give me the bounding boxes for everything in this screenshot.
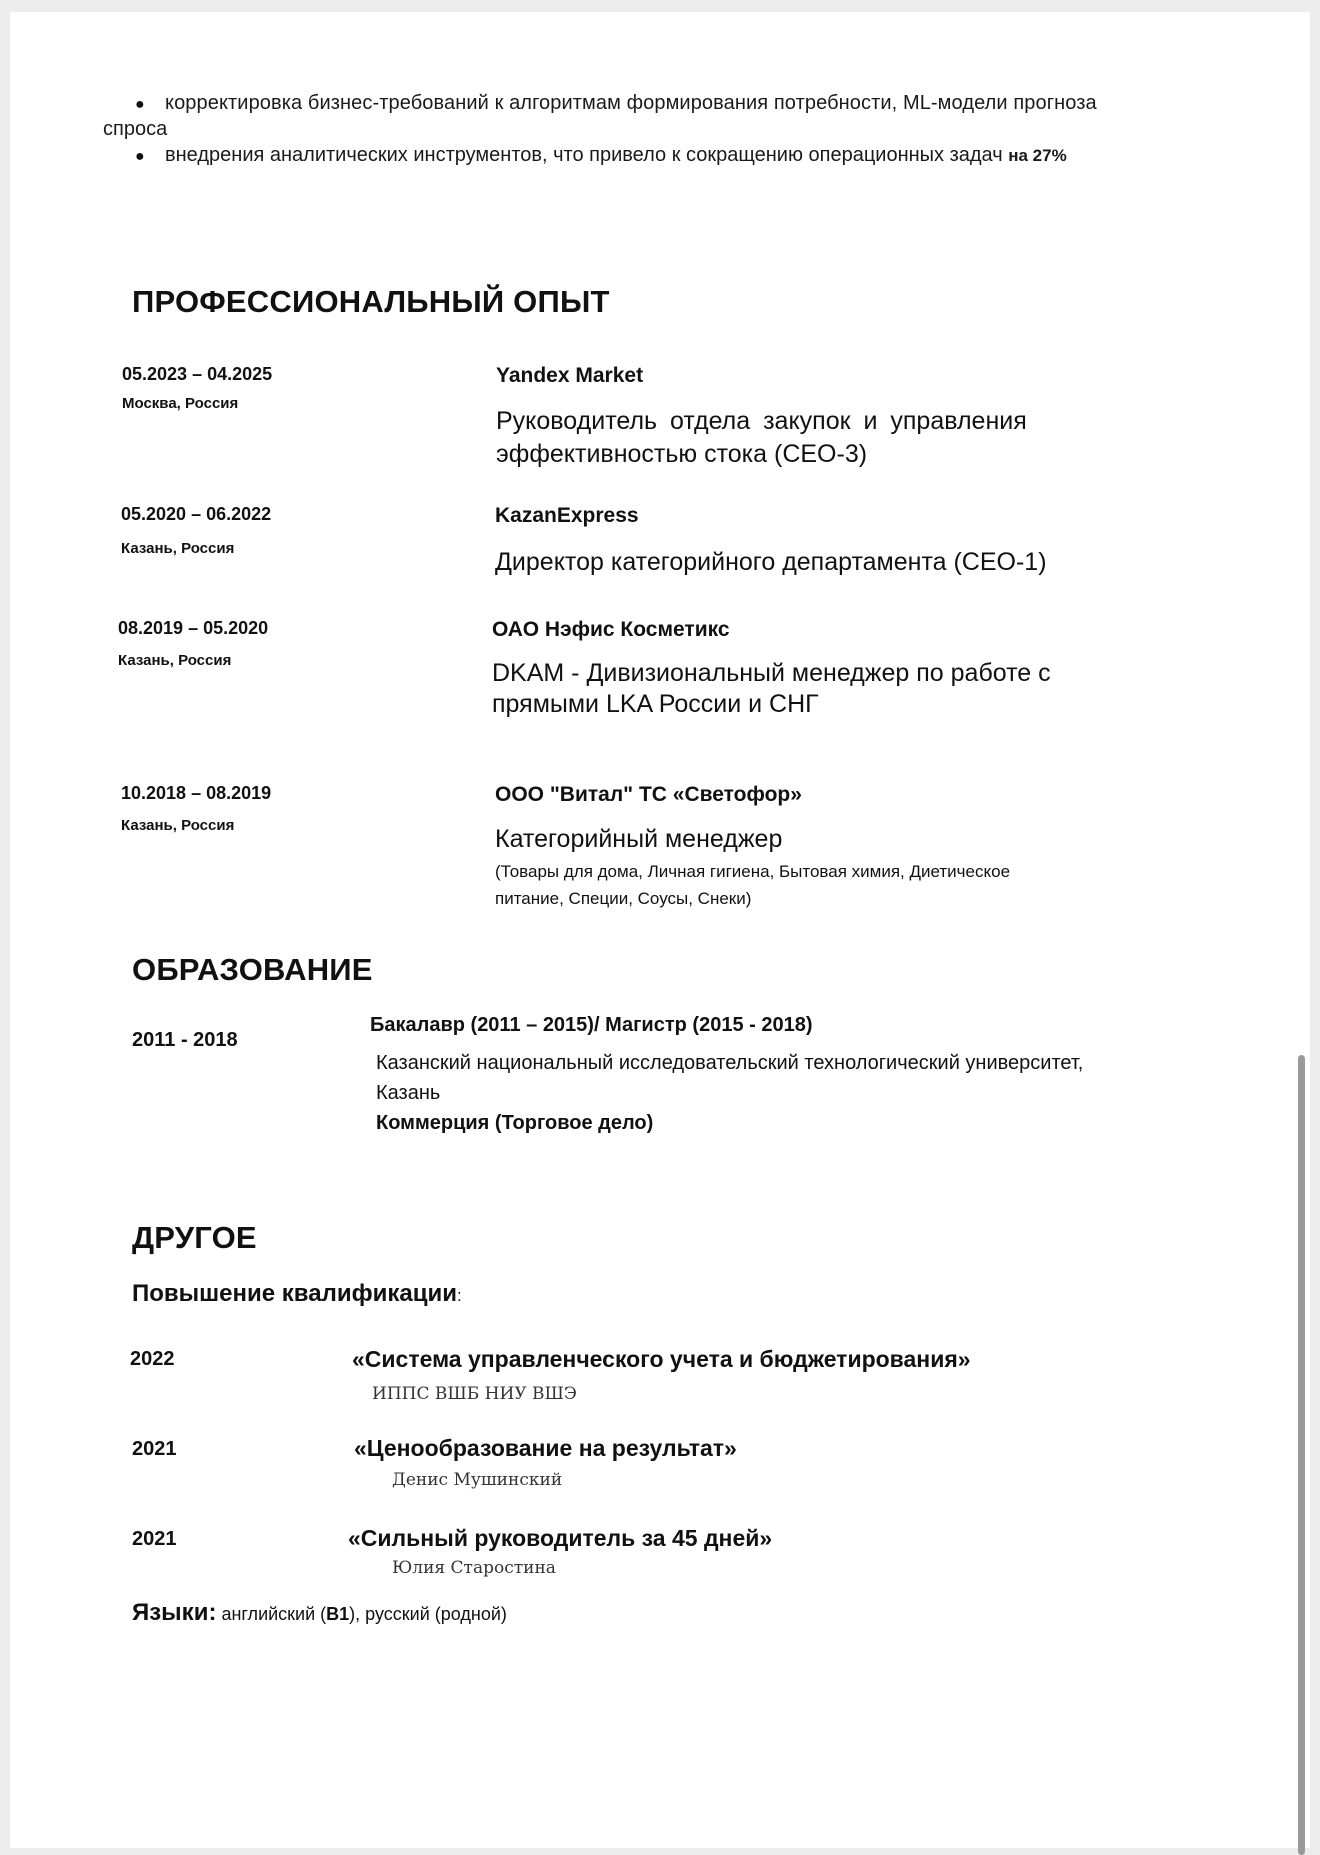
job-role-cont: эффективностью стока (CEO-3) xyxy=(496,440,868,468)
course-provider: Денис Мушинский xyxy=(392,1470,563,1490)
job-role: Руководитель отдела закупок и управления xyxy=(496,407,1027,435)
qualification-subtitle-text: Повышение квалификации xyxy=(132,1280,457,1307)
job-role: DKAM - Дивизиональный менеджер по работе с xyxy=(492,659,1051,687)
job-location: Казань, Россия xyxy=(121,540,235,557)
job-dates: 08.2019 – 05.2020 xyxy=(118,618,269,638)
job-role: Директор категорийного департамента (CEO-1) xyxy=(495,548,1047,576)
bullet-marker: ● xyxy=(135,96,145,113)
course-year: 2021 xyxy=(132,1528,177,1550)
section-title-other: ДРУГОЕ xyxy=(132,1220,257,1255)
vertical-scrollbar[interactable] xyxy=(1298,1055,1305,1855)
job-dates: 05.2023 – 04.2025 xyxy=(122,364,273,384)
languages-bold: B1 xyxy=(326,1604,350,1624)
languages-text-2: ), русский (родной) xyxy=(349,1604,507,1624)
course-name: «Ценообразование на результат» xyxy=(354,1435,737,1461)
course-provider: Юлия Старостина xyxy=(392,1558,556,1578)
course-year: 2022 xyxy=(130,1348,175,1370)
job-location: Москва, Россия xyxy=(122,395,239,412)
qualification-subtitle-colon: : xyxy=(456,1286,462,1305)
job-role: Категорийный менеджер xyxy=(495,825,783,853)
job-company: ООО "Витал" ТС «Светофор» xyxy=(495,783,802,806)
course-year: 2021 xyxy=(132,1438,177,1460)
education-major: Коммерция (Торговое дело) xyxy=(376,1112,654,1134)
languages-line xyxy=(132,1599,507,1627)
bullet-text-2 xyxy=(165,144,1067,167)
education-university-cont: Казань xyxy=(376,1082,441,1104)
course-name: «Система управленческого учета и бюджетирования» xyxy=(352,1346,971,1372)
bullet-text-2-bold: на 27% xyxy=(1008,146,1067,165)
education-years: 2011 - 2018 xyxy=(132,1029,238,1051)
bullet-text-1-cont: спроса xyxy=(103,118,168,140)
job-company: KazanExpress xyxy=(495,504,639,527)
job-dates: 05.2020 – 06.2022 xyxy=(121,504,272,524)
course-name: «Сильный руководитель за 45 дней» xyxy=(348,1525,773,1551)
job-location: Казань, Россия xyxy=(118,652,232,669)
education-university: Казанский национальный исследовательский технологический университет, xyxy=(376,1052,1084,1074)
qualification-subtitle xyxy=(132,1280,462,1308)
job-location: Казань, Россия xyxy=(121,817,235,834)
languages-label: Языки: xyxy=(132,1599,217,1626)
resume-page xyxy=(10,12,1310,1848)
bullet-marker: ● xyxy=(135,148,145,165)
job-company: Yandex Market xyxy=(496,364,644,387)
job-role-cont: прямыми LKA России и СНГ xyxy=(492,690,819,718)
languages-text-1: английский ( xyxy=(216,1604,327,1624)
job-dates: 10.2018 – 08.2019 xyxy=(121,783,272,803)
bullet-text-1: корректировка бизнес-требований к алгоритмам формирования потребности, ML-модели прогноза xyxy=(165,92,1097,114)
education-degree: Бакалавр (2011 – 2015)/ Магистр (2015 - 2018) xyxy=(370,1014,813,1036)
bullet-text-2-main: внедрения аналитических инструментов, что привело к сокращению операционных задач xyxy=(165,144,1009,166)
job-role-detail: (Товары для дома, Личная гигиена, Бытовая химия, Диетическое xyxy=(495,862,1011,881)
course-provider: ИППС ВШБ НИУ ВШЭ xyxy=(372,1384,577,1404)
section-title-experience: ПРОФЕССИОНАЛЬНЫЙ ОПЫТ xyxy=(132,284,610,319)
job-company: ОАО Нэфис Косметикс xyxy=(492,618,730,641)
job-role-detail-cont: питание, Специи, Соусы, Снеки) xyxy=(495,889,752,908)
section-title-education: ОБРАЗОВАНИЕ xyxy=(132,952,373,987)
